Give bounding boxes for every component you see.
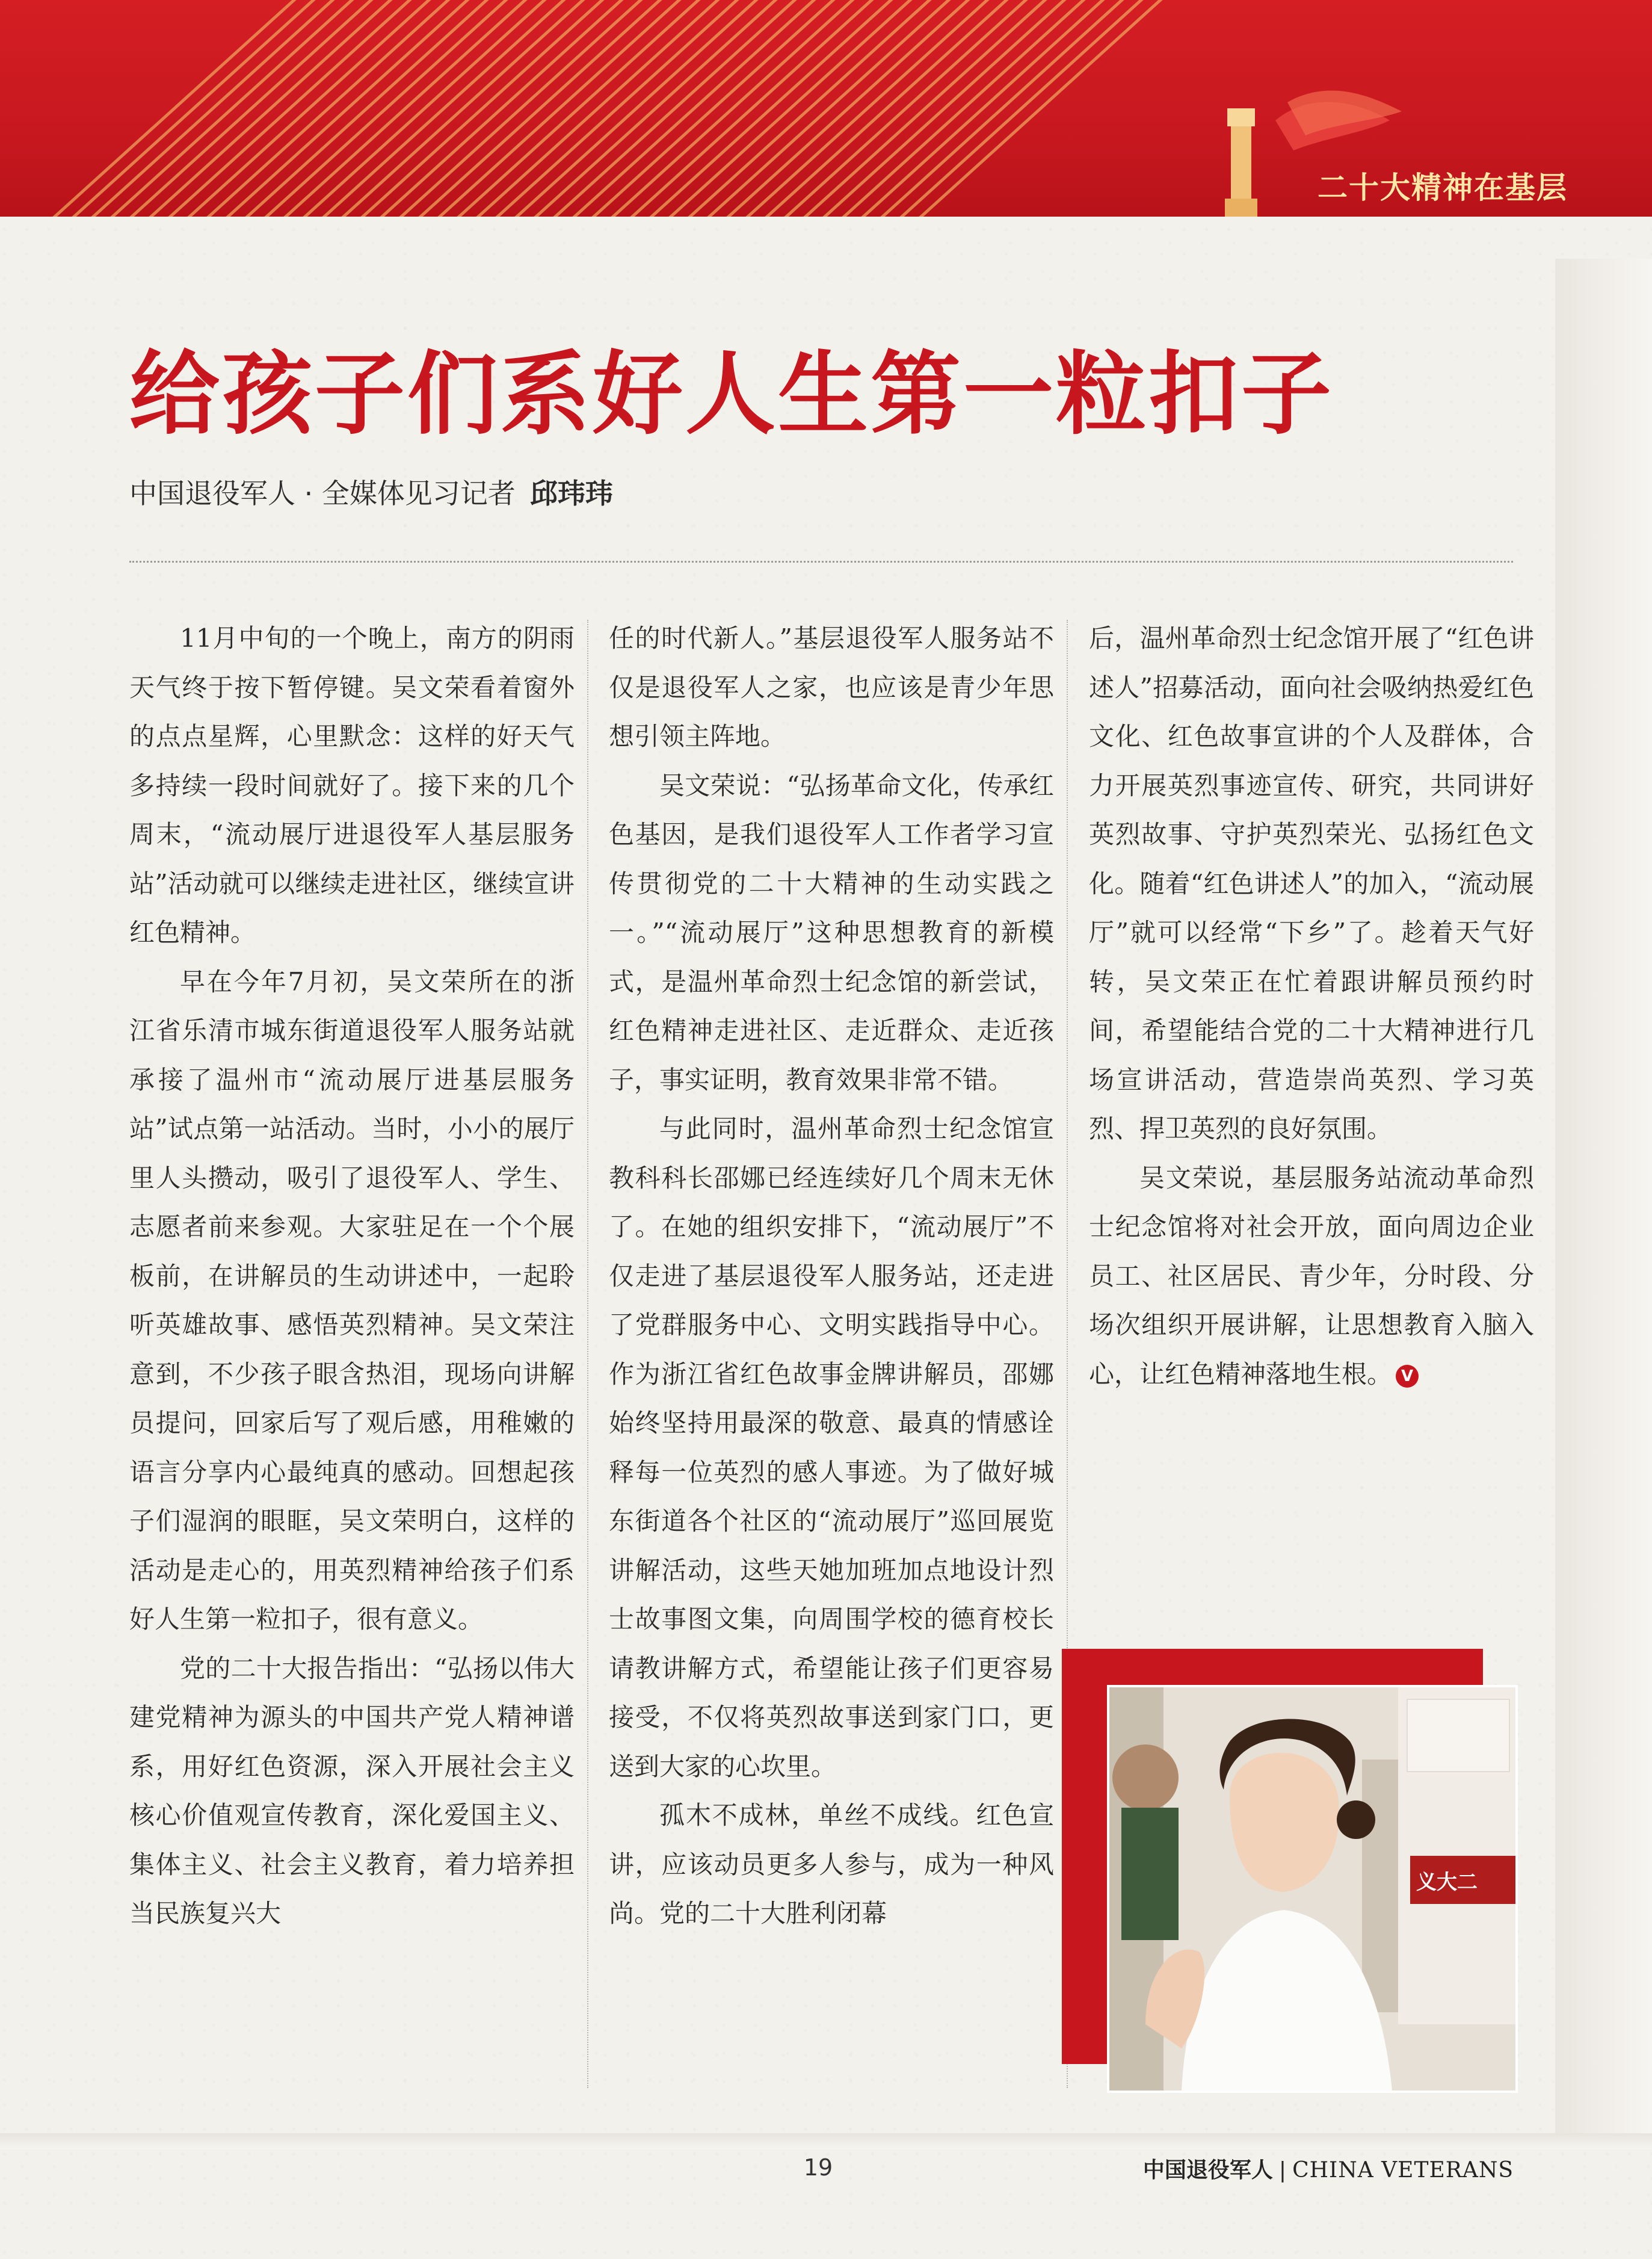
paragraph: 后，温州革命烈士纪念馆开展了“红色讲述人”招募活动，面向社会吸纳热爱红色文化、红色故事宣讲的个人及群体，合力开展英烈事迹宣传、研究，共同讲好英烈故事、守护英烈荣光、弘扬红色文化。随着“红色讲述人”的加入，“流动展厅”就可以经常“下乡”了。趁着天气好转，吴文荣正在忙着跟讲解员预约时间，希望能结合党的二十大精神进行几场宣讲活动，营造崇尚英烈、学习英烈、捍卫英烈的良好氛围。 — [1089, 623, 1534, 1143]
paragraph: 党的二十大报告指出：“弘扬以伟大建党精神为源头的中国共产党人精神谱系，用好红色资源，深入开展社会主义核心价值观宣传教育，深化爱国主义、集体主义、社会主义教育，着力培养担当民族复兴大 — [129, 1653, 575, 1928]
author-name: 邱玮玮 — [529, 477, 613, 510]
paragraph: 孤木不成林，单丝不成线。红色宣讲，应该动员更多人参与，成为一种风尚。党的二十大胜利闭幕 — [609, 1800, 1054, 1928]
paragraph: 11月中旬的一个晚上，南方的阴雨天气终于按下暂停键。吴文荣看着窗外的点点星辉，心里默念：这样的好天气多持续一段时间就好了。接下来的几个周末，“流动展厅进退役军人基层服务站”活动就可以继续走进社区，继续宣讲红色精神。 — [129, 623, 575, 947]
photo-sign-text: 义大二 — [1416, 1870, 1478, 1894]
article-title: 给孩子们系好人生第一粒扣子 — [129, 341, 1334, 447]
page-edge-right — [1555, 259, 1652, 2148]
end-mark-icon: V — [1396, 1365, 1419, 1388]
paragraph: 与此同时，温州革命烈士纪念馆宣教科科长邵娜已经连续好几个周末无休了。在她的组织安排下，“流动展厅”不仅走进了基层退役军人服务站，还走进了党群服务中心、文明实践指导中心。作为浙江省红色故事金牌讲解员，邵娜始终坚持用最深的敬意、最真的情感诠释每一位英烈的感人事迹。为了做好城东街道各个社区的“流动展厅”巡回展览讲解活动，这些天她加班加点地设计烈士故事图文集，向周围学校的德育校长请教讲解方式，希望能让孩子们更容易接受，不仅将英烈故事送到家门口，更送到大家的心坎里。 — [609, 1114, 1054, 1781]
byline-prefix: 中国退役军人 · 全媒体见习记者 — [129, 477, 516, 510]
paragraph: 早在今年7月初，吴文荣所在的浙江省乐清市城东街道退役军人服务站就承接了温州市“流动展厅进基层服务站”试点第一站活动。当时，小小的展厅里人头攒动，吸引了退役军人、学生、志愿者前来参观。大家驻足在一个个展板前，在讲解员的生动讲述中，一起聆听英雄故事、感悟英烈精神。吴文荣注意到，不少孩子眼含热泪，现场向讲解员提问，回家后写了观后感，用稚嫩的语言分享内心最纯真的感动。回想起孩子们湿润的眼眶，吴文荣明白，这样的活动是走心的，用英烈精神给孩子们系好人生第一粒扣子，很有意义。 — [129, 966, 575, 1634]
page-number: 19 — [803, 2154, 833, 2181]
footer-separator: | — [1278, 2158, 1287, 2183]
paragraph-text: 吴文荣说，基层服务站流动革命烈士纪念馆将对社会开放，面向周边企业员工、社区居民、青少年，分时段、分场次组织开展讲解，让思想教育入脑入心，让红色精神落地生根。 — [1089, 1163, 1534, 1389]
magazine-name-cn: 中国退役军人 — [1142, 2158, 1273, 2183]
page-edge-bottom — [0, 2133, 1652, 2149]
photo-illustration — [1109, 1687, 1515, 2091]
paragraph — [1089, 1154, 1534, 1399]
header-band — [0, 0, 1652, 217]
article-column-3 — [1089, 614, 1534, 1398]
byline — [129, 475, 613, 511]
magazine-name-en: CHINA VETERANS — [1292, 2158, 1514, 2183]
magazine-footer — [1143, 2153, 1514, 2184]
title-divider — [129, 561, 1513, 563]
column-divider — [587, 620, 588, 2088]
paragraph: 吴文荣说：“弘扬革命文化，传承红色基因，是我们退役军人工作者学习宣传贯彻党的二十大精神的生动实践之一。”“流动展厅”这种思想教育的新模式，是温州革命烈士纪念馆的新尝试，红色精神走进社区、走近群众、走近孩子，事实证明，教育效果非常不错。 — [609, 770, 1054, 1095]
section-tag: 二十大精神在基层 — [1318, 170, 1568, 205]
article-photo — [1107, 1685, 1518, 2093]
article-column-2 — [609, 614, 1054, 1938]
paragraph: 任的时代新人。”基层退役军人服务站不仅是退役军人之家，也应该是青少年思想引领主阵地。 — [609, 623, 1054, 751]
article-column-1 — [129, 614, 575, 1938]
